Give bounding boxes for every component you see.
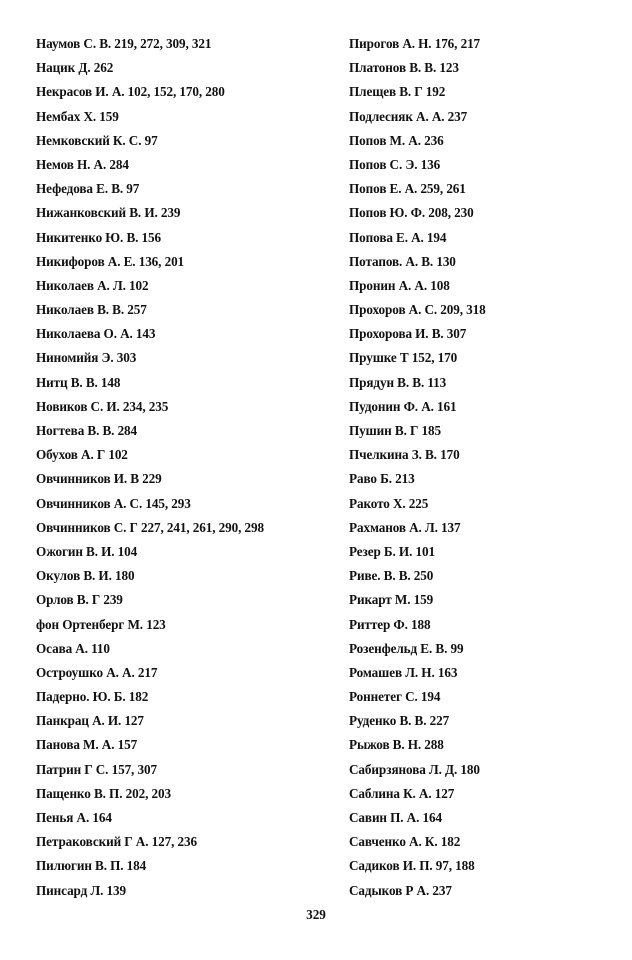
index-entry: Осава А. 110 (36, 640, 110, 656)
index-entry: Платонов В. В. 123 (349, 60, 459, 76)
index-entry: Немов Н. А. 284 (36, 156, 129, 172)
index-entry: Прядун В. В. 113 (349, 374, 447, 390)
index-entry: Петраковский Г А. 127, 236 (36, 834, 197, 850)
index-entry: Прушке Т 152, 170 (349, 350, 458, 366)
index-entry: Прохоров А. С. 209, 318 (349, 302, 486, 318)
index-entry: Попов М. А. 236 (349, 132, 444, 148)
index-entry: Нефедова Е. В. 97 (36, 181, 140, 197)
index-entry: Сабирзянова Л. Д. 180 (349, 761, 480, 777)
index-entry: Пинсард Л. 139 (36, 882, 126, 898)
index-entry: Прохорова И. В. 307 (349, 326, 467, 342)
index-column-left (36, 32, 336, 903)
index-entry: Пронин А. А. 108 (349, 277, 450, 293)
index-entry: Патрин Г С. 157, 307 (36, 761, 157, 777)
index-entry: фон Ортенберг М. 123 (36, 616, 166, 632)
index-entry: Нитц В. В. 148 (36, 374, 121, 390)
index-entry: Рахманов А. Л. 137 (349, 519, 461, 535)
index-column-right (349, 32, 619, 903)
index-entry: Никитенко Ю. В. 156 (36, 229, 162, 245)
index-entry: Рыжов В. Н. 288 (349, 737, 444, 753)
index-entry: Попов С. Э. 136 (349, 156, 441, 172)
index-entry: Пушин В. Г 185 (349, 423, 441, 438)
index-entry: Пилюгин В. П. 184 (36, 858, 147, 874)
index-entry: Овчинников И. В 229 (36, 471, 162, 487)
index-entry: Савин П. А. 164 (349, 810, 442, 825)
index-entry: Руденко В. В. 227 (349, 713, 450, 729)
index-entry: Новиков С. И. 234, 235 (36, 398, 169, 414)
index-entry: Нембах Х. 159 (36, 108, 119, 124)
index-entry: Пащенко В. П. 202, 203 (36, 785, 171, 801)
index-entry: Ногтева В. В. 284 (36, 423, 138, 438)
page-number: 329 (306, 907, 326, 922)
index-entry: Садиков И. П. 97, 188 (349, 858, 475, 874)
index-entry: Попова Е. А. 194 (349, 229, 447, 245)
index-entry: Панкрац А. И. 127 (36, 713, 144, 729)
index-entry: Садыков Р А. 237 (349, 882, 452, 898)
index-entry: Ожогин В. И. 104 (36, 543, 138, 559)
index-entry: Нацик Д. 262 (36, 60, 114, 76)
index-entry: Ромашев Л. Н. 163 (349, 664, 458, 680)
index-entry: Овчинников С. Г 227, 241, 261, 290, 298 (36, 519, 265, 535)
index-entry: Риттер Ф. 188 (349, 616, 431, 632)
index-entry: Николаев В. В. 257 (36, 302, 147, 318)
index-entry: Пчелкина З. В. 170 (349, 447, 460, 463)
index-entry: Рикарт М. 159 (349, 592, 434, 608)
index-entry: Резер Б. И. 101 (349, 543, 435, 559)
index-entry: Пенья А. 164 (36, 810, 112, 825)
index-entry: Обухов А. Г 102 (36, 447, 128, 463)
index-entry: Овчинников А. С. 145, 293 (36, 495, 191, 511)
index-entry: Наумов С. В. 219, 272, 309, 321 (36, 36, 212, 51)
index-entry: Подлесняк А. А. 237 (349, 108, 468, 124)
index-entry: Немковский К. С. 97 (36, 132, 158, 148)
index-entry: Николаев А. Л. 102 (36, 277, 149, 293)
index-entry: Орлов В. Г 239 (36, 592, 123, 608)
index-entry: Розенфельд Е. В. 99 (349, 640, 464, 656)
index-entry: Панова М. А. 157 (36, 737, 138, 753)
index-entry: Николаева О. А. 143 (36, 326, 156, 342)
index-entry: Нижанковский В. И. 239 (36, 205, 181, 221)
index-entry: Плещев В. Г 192 (349, 84, 446, 100)
index-entry: Попов Е. А. 259, 261 (349, 181, 466, 197)
index-entry: Савченко А. К. 182 (349, 834, 461, 850)
index-entry: Ракото Х. 225 (349, 495, 429, 511)
index-entry: Риве. В. В. 250 (349, 568, 434, 584)
index-entry: Попов Ю. Ф. 208, 230 (349, 205, 474, 221)
index-entry: Ниномийя Э. 303 (36, 350, 137, 366)
index-entry: Остроушко А. А. 217 (36, 664, 158, 680)
index-entry: Роннетег С. 194 (349, 689, 441, 705)
index-entry: Падерно. Ю. Б. 182 (36, 689, 149, 705)
index-entry: Пудонин Ф. А. 161 (349, 398, 457, 414)
index-entry: Пирогов А. Н. 176, 217 (349, 36, 481, 51)
index-entry: Окулов В. И. 180 (36, 568, 135, 584)
index-entry: Некрасов И. А. 102, 152, 170, 280 (36, 84, 225, 100)
index-entry: Раво Б. 213 (349, 471, 415, 487)
index-entry: Никифоров А. Е. 136, 201 (36, 253, 185, 269)
index-entry: Потапов. А. В. 130 (349, 253, 456, 269)
index-entry: Саблина К. А. 127 (349, 785, 455, 801)
